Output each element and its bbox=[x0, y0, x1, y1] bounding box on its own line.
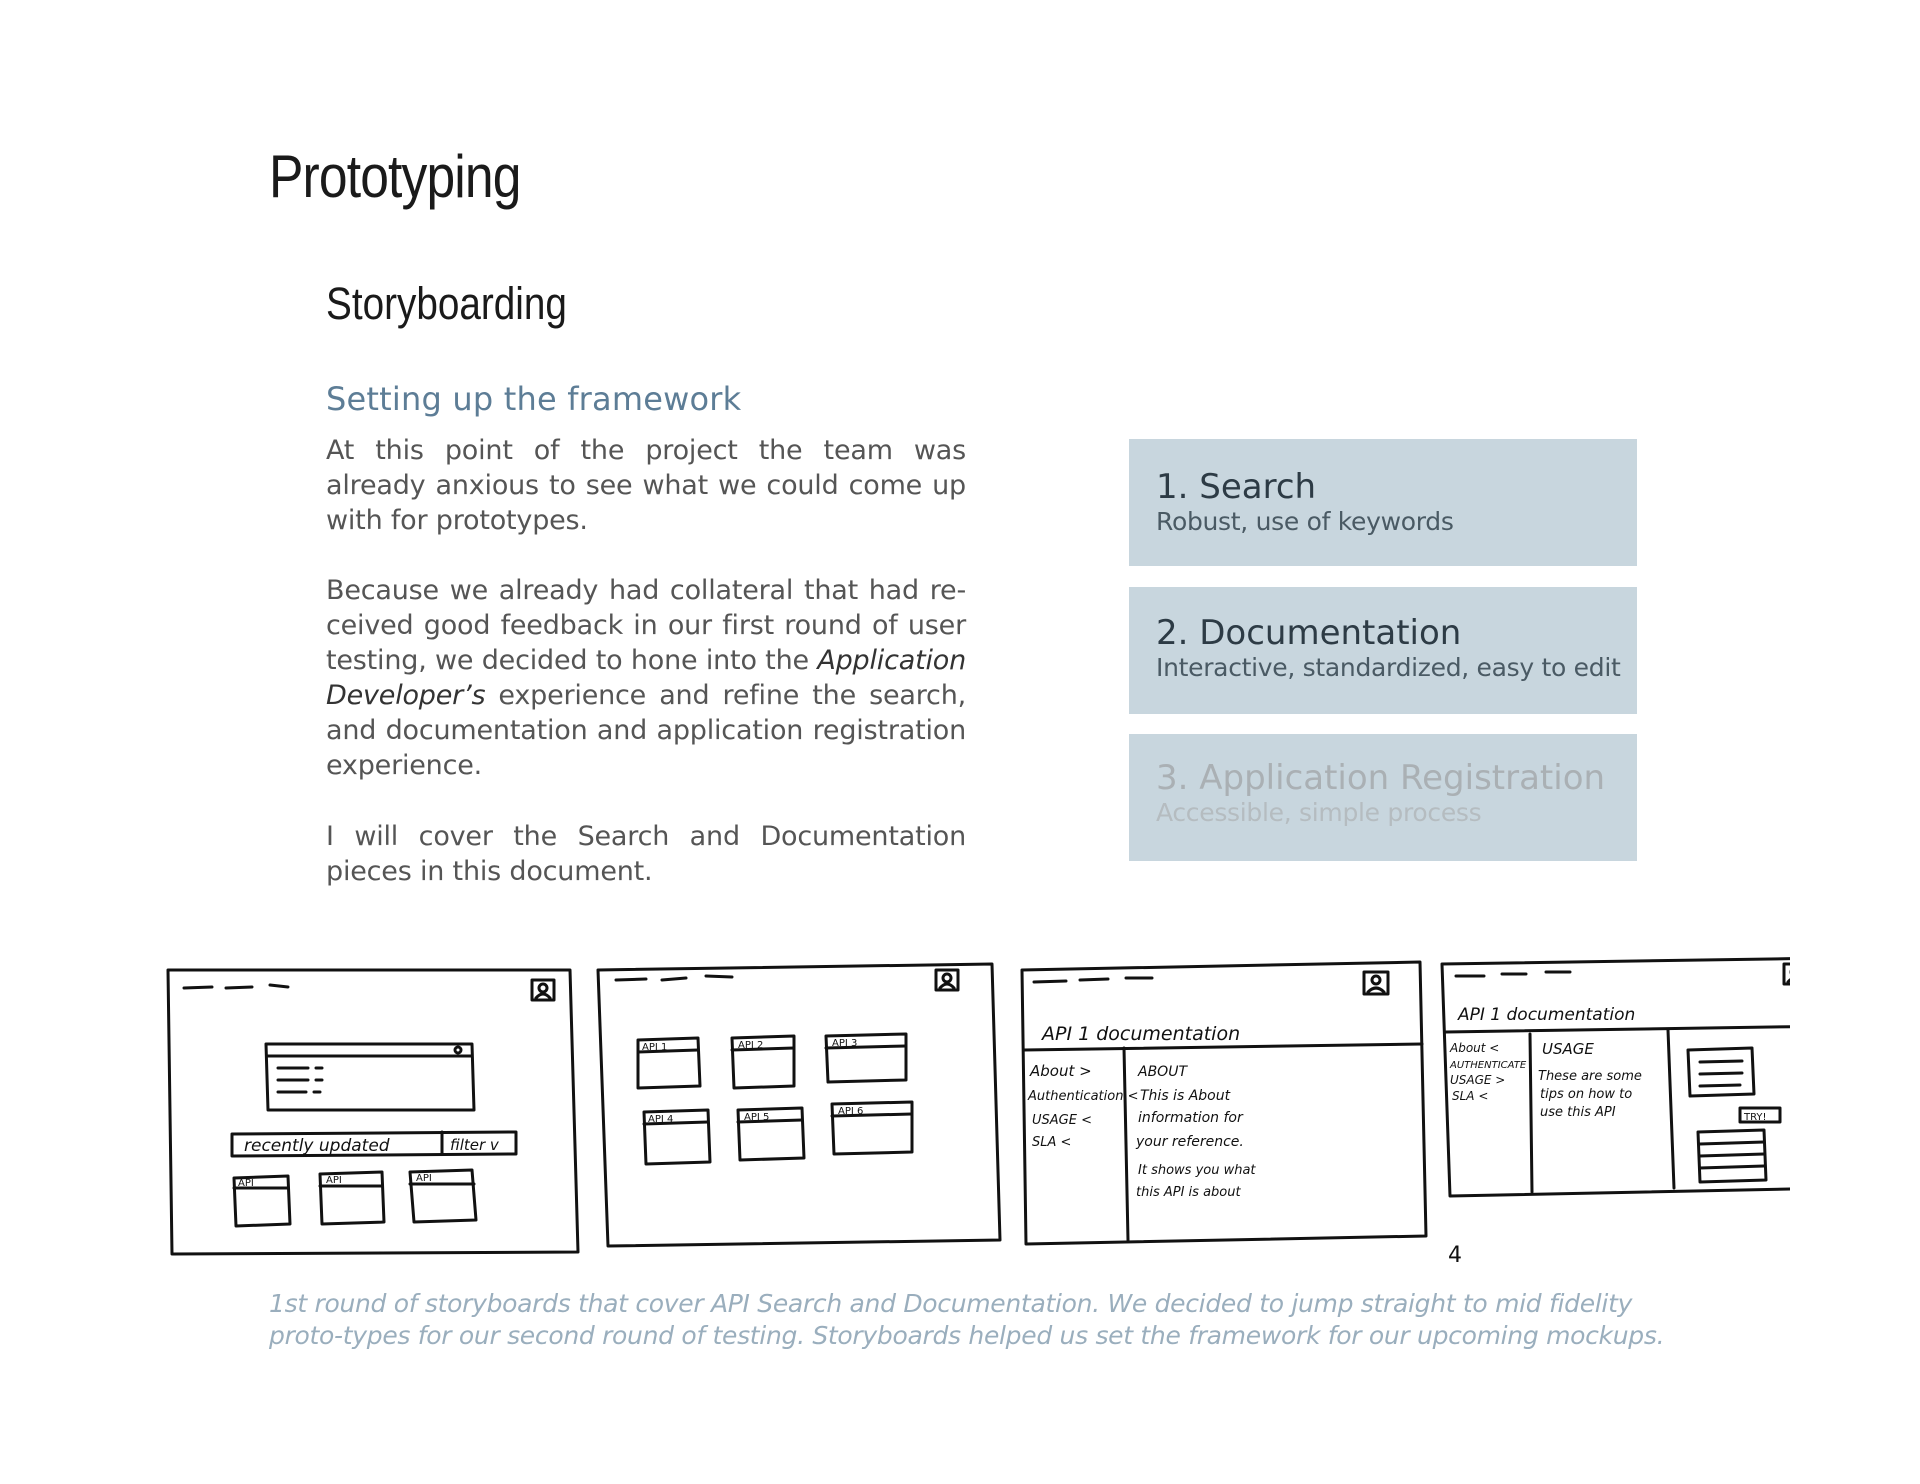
sketch-doc-nav-3: USAGE < bbox=[1032, 1113, 1092, 1128]
page-title: Prototyping bbox=[269, 143, 521, 210]
sketch-usage-nav-4: SLA < bbox=[1452, 1089, 1489, 1103]
sketch-api-label-1: API bbox=[238, 1178, 254, 1189]
sketch-doc-content-3: information for bbox=[1138, 1110, 1243, 1126]
sketch-try-button-label: TRY! bbox=[1744, 1112, 1767, 1123]
sketch-filter-label: filter v bbox=[450, 1136, 499, 1154]
sketch-grid-api-6: API 6 bbox=[838, 1106, 864, 1117]
sketch-usage-nav-3: USAGE > bbox=[1450, 1073, 1506, 1087]
sketch-doc-content-2: This is About bbox=[1140, 1088, 1231, 1104]
sketch-api-label-2: API bbox=[326, 1175, 342, 1186]
sketch-doc-nav-1: About > bbox=[1030, 1062, 1092, 1080]
paragraph-intro: At this point of the project the team was already anxious to see what we could come up with for prototypes. bbox=[326, 435, 966, 536]
page-subtitle: Storyboarding bbox=[326, 278, 567, 329]
sketch-grid-api-4: API 4 bbox=[648, 1114, 674, 1125]
paragraph-scope: I will cover the Search and Documentation pieces in this document. bbox=[326, 821, 966, 887]
sketch-doc-content-5: It shows you what bbox=[1138, 1163, 1256, 1178]
card-registration-title: 3. Application Registration bbox=[1156, 758, 1606, 798]
storyboard-frame-grid bbox=[598, 964, 1000, 1246]
paragraph-collateral bbox=[326, 573, 966, 783]
sketch-doc-content-1: ABOUT bbox=[1138, 1064, 1187, 1080]
storyboard-caption: 1st round of storyboards that cover API Search and Documentation. We decided to jump straight to mid fidelity proto-types for our second round of testing. Storyboards helped us set the framework for our upcoming mockups. bbox=[269, 1289, 1665, 1350]
paragraph-collateral-post: experience and refine the search, and documentation and application registration experience. bbox=[326, 680, 966, 781]
paragraph-collateral-emphasis: Application Developer’s bbox=[326, 645, 966, 711]
card-search-subtitle: Robust, use of keywords bbox=[1156, 507, 1454, 536]
sketch-doc-title: API 1 documentation bbox=[1042, 1023, 1241, 1045]
sketch-grid-api-1: API 1 bbox=[642, 1042, 668, 1053]
card-documentation-title: 2. Documentation bbox=[1156, 613, 1462, 653]
card-search bbox=[1129, 439, 1637, 566]
sketch-recently-updated-label: recently updated bbox=[244, 1136, 390, 1156]
sketch-usage-nav-1: About < bbox=[1450, 1041, 1500, 1055]
section-heading: Setting up the framework bbox=[326, 380, 742, 418]
sketch-doc-content-4: your reference. bbox=[1136, 1134, 1244, 1150]
card-search-title: 1. Search bbox=[1156, 467, 1317, 507]
sketch-grid-api-5: API 5 bbox=[744, 1112, 770, 1123]
storyboard-frame-search bbox=[168, 970, 578, 1254]
sketch-doc-nav-4: SLA < bbox=[1032, 1135, 1072, 1150]
paragraph-collateral-pre: Because we already had collateral that had re-ceived good feedback in our first round of user testing, we decided to hone into the bbox=[326, 575, 966, 676]
sketch-usage-content-2: These are some bbox=[1538, 1069, 1642, 1084]
card-registration-subtitle: Accessible, simple process bbox=[1156, 798, 1482, 827]
card-registration bbox=[1129, 734, 1637, 861]
sketch-grid-api-2: API 2 bbox=[738, 1040, 764, 1051]
sketch-doc-content-6: this API is about bbox=[1136, 1185, 1241, 1200]
sketch-doc-nav-2: Authentication < bbox=[1028, 1089, 1139, 1104]
sketch-api-label-3: API bbox=[416, 1173, 432, 1184]
sketch-frame-number: 4 bbox=[1448, 1243, 1462, 1268]
sketch-grid-api-3: API 3 bbox=[832, 1038, 858, 1049]
storyboard-sketches bbox=[160, 940, 1790, 1270]
card-documentation bbox=[1129, 587, 1637, 714]
card-documentation-subtitle: Interactive, standardized, easy to edit bbox=[1156, 653, 1621, 682]
sketch-usage-content-4: use this API bbox=[1540, 1105, 1616, 1120]
sketch-usage-content-3: tips on how to bbox=[1540, 1087, 1633, 1102]
sketch-usage-nav-2: AUTHENTICATE bbox=[1450, 1060, 1527, 1071]
sketch-usage-title: API 1 documentation bbox=[1458, 1005, 1636, 1025]
sketch-usage-content-1: USAGE bbox=[1542, 1040, 1594, 1058]
